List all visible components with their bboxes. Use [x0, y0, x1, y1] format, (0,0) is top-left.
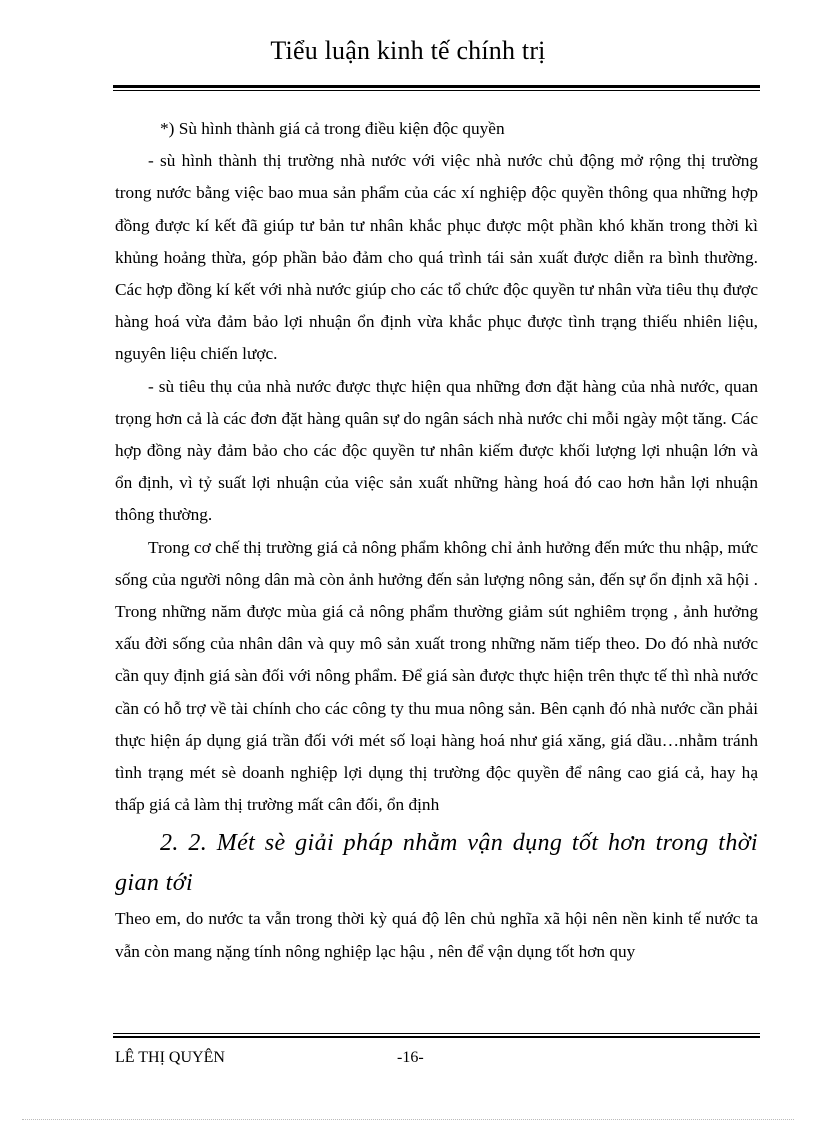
page-bottom-edge: [22, 1119, 794, 1120]
body-paragraph: Theo em, do nước ta vẫn trong thời kỳ quá độ lên chủ nghĩa xã hội nên nền kinh tế nước ta vẫn còn mang nặng tính nông nghiệp lạc hậu , nên để vận dụng tốt hơn quy: [115, 909, 758, 961]
page-header-title: Tiểu luận kinh tế chính trị: [270, 36, 546, 65]
footer-divider: [113, 1033, 760, 1038]
subsection-heading: *) Sù hình thành giá cả trong điều kiện độc quyền: [160, 119, 505, 138]
body-paragraph: - sù tiêu thụ của nhà nước được thực hiện qua những đơn đặt hàng của nhà nước, quan trọng hơn cả là các đơn đặt hàng quân sự do ngân sách nhà nước chi mỗi ngày một tăng. Các hợp đồng này đảm bảo cho các độc quyền tư nhân kiếm được khối lượng lợi nhuận lớn và ổn định, vì tỷ suất lợi nhuận của việc sản xuất những hàng hoá đó cao hơn hẳn lợi nhuận thông thường.: [115, 376, 758, 525]
body-paragraph: Trong cơ chế thị trường giá cả nông phẩm không chỉ ảnh hưởng đến mức thu nhập, mức sống của người nông dân mà còn ảnh hưởng đến sản lượng nông sản, đến sự ổn định xã hội . Trong những năm được mùa giá cả nông phẩm thường giảm sút nghiêm trọng , ảnh hưởng xấu đời sống của nhân dân và quy mô sản xuất trong những năm tiếp theo. Do đó nhà nước cần quy định giá sàn đối với nông phẩm. Để giá sàn được thực hiện trên thực tế thì nhà nước cần có hỗ trợ về tài chính cho các công ty thu mua nông sản. Bên cạnh đó nhà nước cần phải thực hiện áp dụng giá trần đối với mét số loại hàng hoá như giá xăng, giá dầu…nhằm tránh tình trạng mét sè doanh nghiệp lợi dụng thị trường độc quyền để nâng cao giá cả, hay hạ thấp giá cả làm thị trường mất cân đối, ổn định: [115, 537, 758, 815]
header-divider: [113, 85, 760, 91]
footer-page-number: -16-: [397, 1049, 424, 1066]
document-body: [115, 113, 758, 968]
body-paragraph: - sù hình thành thị trường nhà nước với việc nhà nước chủ động mở rộng thị trường trong nước bằng việc bao mua sản phẩm của các xí nghiệp độc quyền thông qua những hợp đồng được kí kết đã giúp tư bản tư nhân khắc phục được một phần khó khăn trong thời kì khủng hoảng thừa, góp phần bảo đảm cho quá trình tái sản xuất được diễn ra bình thường. Các hợp đồng kí kết với nhà nước giúp cho các tổ chức độc quyền tư nhân vừa tiêu thụ được hàng hoá vừa đảm bảo lợi nhuận ổn định vừa khắc phục được tình trạng thiếu nhiên liệu, nguyên liệu chiến lược.: [115, 151, 758, 364]
section-heading: 2. 2. Mét sè giải pháp nhằm vận dụng tốt hơn trong thời gian tới: [115, 830, 758, 897]
footer-author: LÊ THỊ QUYÊN: [115, 1049, 225, 1066]
